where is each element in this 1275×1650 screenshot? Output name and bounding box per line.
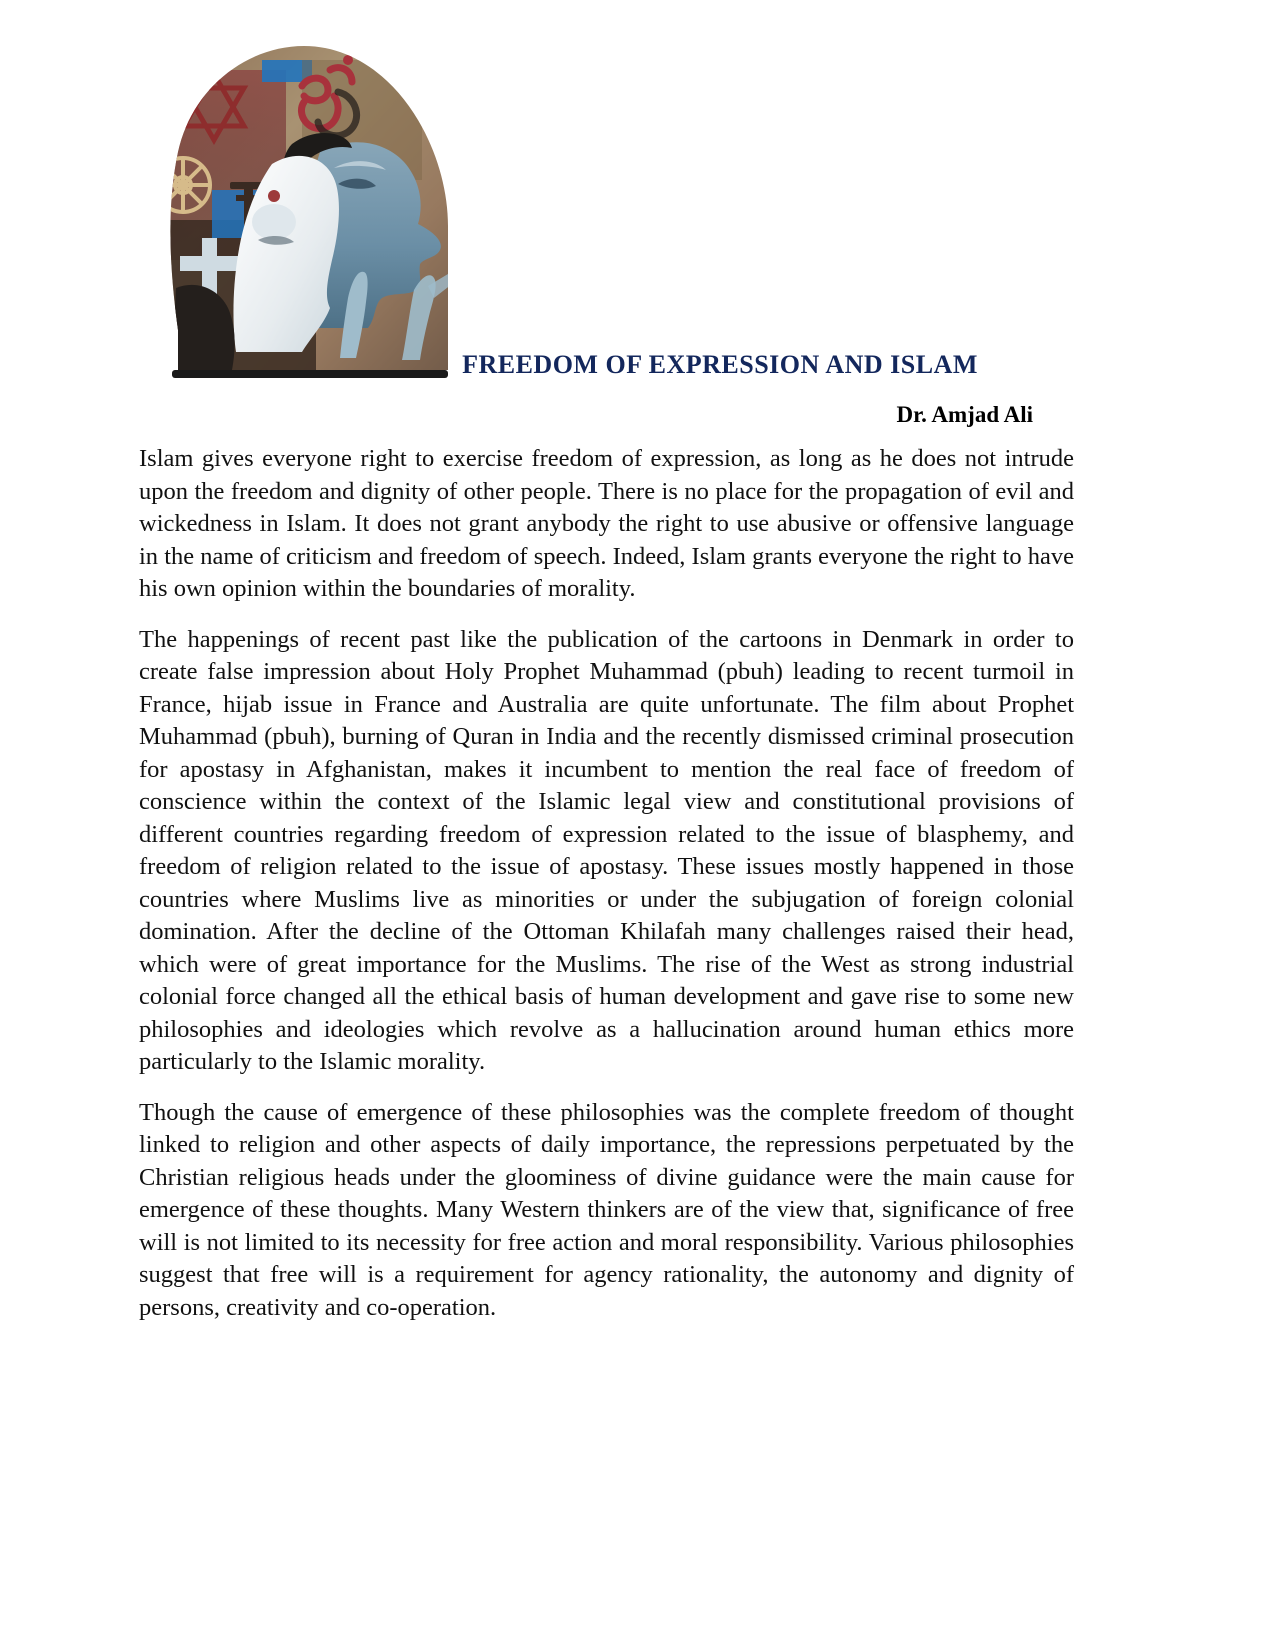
head-silhouette-fill: [152, 40, 462, 385]
page-title: FREEDOM OF EXPRESSION AND ISLAM: [462, 350, 978, 379]
title-block: [135, 350, 1075, 428]
header-illustration: [152, 40, 462, 385]
body-paragraph: Islam gives everyone right to exercise freedom of expression, as long as he does not intrude upon the freedom and dignity of other people. There is no place for the propagation of evil and wickedness in Islam. It does not grant anybody the right to use abusive or offensive language in the name of criticism and freedom of speech. Indeed, Islam grants everyone the right to have his own opinion within the boundaries of morality.: [139, 445, 1074, 602]
body-paragraph: The happenings of recent past like the publication of the cartoons in Denmark in order to create false impression about Holy Prophet Muhammad (pbuh) leading to recent turmoil in France, hijab issue in France and Australia are quite unfortunate. The film about Prophet Muhammad (pbuh), burning of Quran in India and the recently dismissed criminal prosecution for apostasy in Afghanistan, makes it incumbent to mention the real face of freedom of conscience within the context of the Islamic legal view and constitutional provisions of different countries regarding freedom of expression related to the issue of blasphemy, and freedom of religion related to the issue of apostasy. These issues mostly happened in those countries where Muslims live as minorities or under the subjugation of foreign colonial domination. After the decline of the Ottoman Khilafah many challenges raised their head, which were of great importance for the Muslims. The rise of the West as strong industrial colonial force changed all the ethical basis of human development and gave rise to some new philosophies and ideologies which revolve as a hallucination around human ethics more particularly to the Islamic morality.: [139, 625, 1074, 1075]
document-body: [139, 443, 1074, 1324]
body-paragraph: Though the cause of emergence of these philosophies was the complete freedom of thought linked to religion and other aspects of daily importance, the repressions perpetuated by the Christian religious heads under the gloominess of divine guidance were the main cause for emergence of these thoughts. Many Western thinkers are of the view that, significance of free will is not limited to its necessity for free action and moral responsibility. Various philosophies suggest that free will is a requirement for agency rationality, the autonomy and dignity of persons, creativity and co-operation.: [139, 1098, 1074, 1321]
author-byline: Dr. Amjad Ali: [896, 402, 1033, 427]
dharma-wheel-icon: [156, 158, 210, 212]
